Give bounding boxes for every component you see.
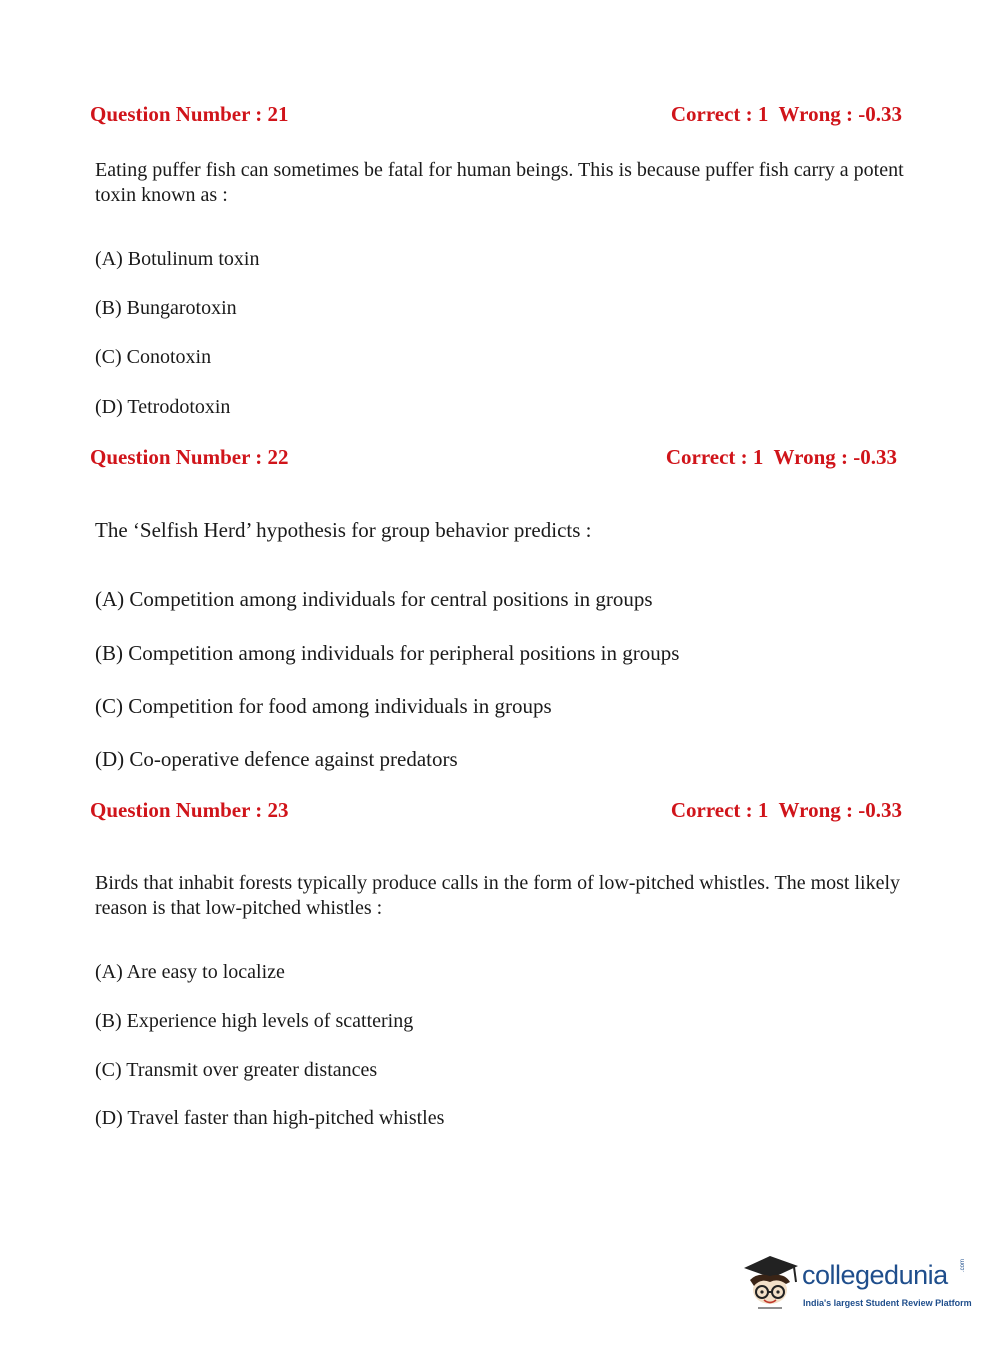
wrong-marks: Wrong : -0.33 bbox=[773, 445, 897, 469]
marking-scheme bbox=[671, 102, 902, 127]
brand-suffix: .com bbox=[960, 1258, 966, 1272]
question-text-22: The ‘Selfish Herd’ hypothesis for group behavior predicts : bbox=[95, 518, 592, 542]
option-c: (C) Transmit over greater distances bbox=[95, 1059, 378, 1081]
option-d: (D) Travel faster than high-pitched whistles bbox=[95, 1107, 445, 1129]
question-text-21: Eating puffer fish can sometimes be fatal for human beings. This is because puffer fish carry a potent toxin known as : bbox=[95, 159, 904, 206]
option-a: (A) Botulinum toxin bbox=[95, 248, 260, 270]
collegedunia-logo bbox=[740, 1250, 975, 1320]
question-text-23: Birds that inhabit forests typically produce calls in the form of low-pitched whistles. The most likely reason is that low-pitched whistles : bbox=[95, 872, 901, 919]
option-c: (C) Competition for food among individuals in groups bbox=[95, 694, 552, 718]
correct-marks: Correct : 1 bbox=[665, 445, 764, 469]
question-number: Question Number : 23 bbox=[90, 798, 289, 822]
wrong-marks: Wrong : -0.33 bbox=[778, 798, 902, 822]
question-header-22 bbox=[90, 445, 897, 475]
wrong-marks: Wrong : -0.33 bbox=[778, 102, 902, 126]
option-b: (B) Experience high levels of scattering bbox=[95, 1010, 414, 1032]
option-c: (C) Conotoxin bbox=[95, 346, 212, 368]
option-a: (A) Are easy to localize bbox=[95, 961, 285, 983]
option-b: (B) Bungarotoxin bbox=[95, 297, 237, 319]
option-a: (A) Competition among individuals for central positions in groups bbox=[95, 587, 653, 611]
option-b: (B) Competition among individuals for peripheral positions in groups bbox=[95, 641, 680, 665]
question-number: Question Number : 21 bbox=[90, 102, 289, 126]
marking-scheme bbox=[666, 445, 897, 470]
graduate-mascot-icon bbox=[740, 1250, 802, 1316]
correct-marks: Correct : 1 bbox=[670, 102, 769, 126]
brand-tagline: India's largest Student Review Platform bbox=[803, 1298, 972, 1308]
correct-marks: Correct : 1 bbox=[670, 798, 769, 822]
brand-name: collegedunia bbox=[802, 1260, 948, 1290]
marking-scheme bbox=[671, 798, 902, 823]
question-header-23 bbox=[90, 798, 902, 828]
question-number: Question Number : 22 bbox=[90, 445, 289, 469]
option-d: (D) Tetrodotoxin bbox=[95, 396, 231, 418]
option-d: (D) Co-operative defence against predators bbox=[95, 747, 458, 771]
question-header-21 bbox=[90, 102, 902, 132]
